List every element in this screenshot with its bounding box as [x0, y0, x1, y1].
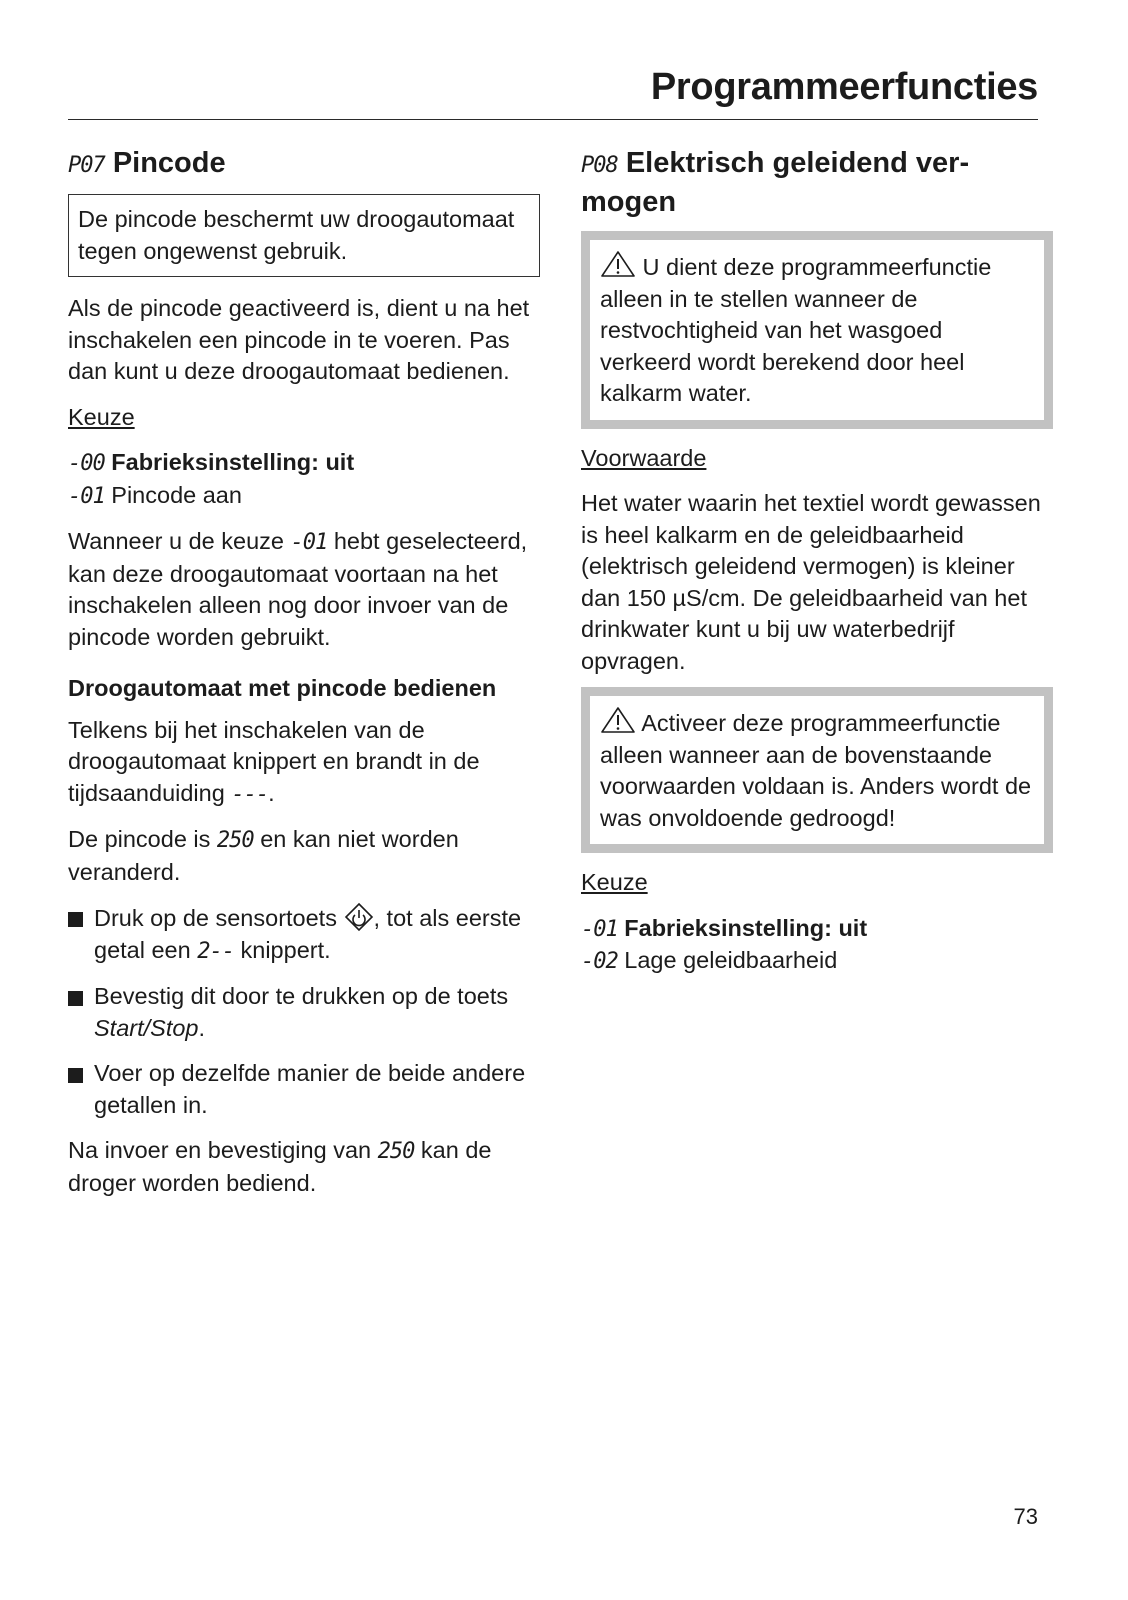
- condition-paragraph: Het water waarin het textiel wordt gewassen is heel kalkarm en de geleidbaarheid (elektrisch geleidend vermogen) is kleiner dan 150 µS/cm. De geleidbaarheid van het drinkwater kunt u bij uw waterbedrijf opvragen.: [581, 490, 1041, 674]
- inline-code: 250: [377, 1139, 415, 1164]
- warning-text: [600, 250, 1032, 410]
- blink-paragraph: [68, 715, 540, 811]
- page-number: 73: [1013, 1504, 1038, 1529]
- section-heading-pincode: [68, 145, 540, 184]
- text-part: knippert.: [240, 936, 331, 963]
- choice-label: Keuze: [581, 869, 648, 895]
- text-part: hebt geselecteerd, kan deze droogautomaat voortaan na het inschakelen alleen nog door invoer van de pincode worden gebruikt.: [68, 528, 528, 650]
- sensor-key-icon: [344, 902, 374, 932]
- warning-text: [600, 706, 1032, 834]
- section-heading-conductivity: [581, 145, 1053, 221]
- text-part: , tot als eerste getal een: [94, 905, 522, 963]
- section-pincode: [68, 145, 540, 1199]
- page-title: Programmeerfuncties: [650, 66, 1038, 108]
- subheading: Droogautomaat met pincode bedienen: [68, 675, 497, 701]
- warning-triangle-icon: [600, 250, 636, 278]
- condition-label: Voorwaarde: [581, 444, 707, 471]
- text-part: Na invoer en bevestiging van: [68, 1137, 372, 1163]
- text-part: De pincode is: [68, 826, 211, 852]
- option-text: Pincode aan: [111, 481, 242, 508]
- closing-paragraph: [68, 1135, 540, 1199]
- title-divider: [68, 119, 1038, 120]
- bullet-item: [68, 902, 540, 967]
- text-part: .: [198, 1014, 206, 1041]
- option-factory-setting: [68, 447, 540, 480]
- option-code: -01: [581, 916, 618, 942]
- bullet-square-icon: [68, 991, 83, 1006]
- key-name: Start/Stop: [94, 1014, 199, 1041]
- option-code: -01: [68, 483, 105, 509]
- inline-code: -01: [290, 530, 328, 555]
- inline-code: ---: [231, 781, 269, 807]
- option-code: -00: [68, 451, 105, 476]
- heading-text: Elektrisch geleidend vermogen: [581, 147, 970, 218]
- text-part: U dient deze programmeerfunctie alleen in te stellen wanneer de restvochtigheid van het wasgoed verkeerd wordt berekend door heel kalkarm water.: [600, 254, 992, 406]
- text-part: Druk op de sensortoets: [94, 905, 337, 931]
- inline-code: 250: [216, 828, 254, 853]
- bullet-square-icon: [68, 912, 83, 927]
- text-part: Voer op dezelfde manier de beide andere getallen in.: [94, 1060, 526, 1118]
- option-text: Fabrieksinstelling: uit: [111, 449, 355, 475]
- choice-label: Keuze: [68, 403, 135, 430]
- pincode-paragraph: [68, 824, 540, 888]
- option-factory-setting: [581, 913, 1053, 946]
- inline-code: 2--: [197, 938, 234, 964]
- intro-paragraph: Als de pincode geactiveerd is, dient u na het inschakelen een pincode in te voeren. Pas dan kunt u deze droogautomaat bedienen.: [68, 295, 530, 384]
- bullet-square-icon: [68, 1068, 83, 1083]
- warning-box: [581, 231, 1053, 429]
- option-text: Lage geleidbaarheid: [624, 947, 838, 973]
- program-code: P07: [68, 153, 105, 178]
- text-part: .: [268, 779, 275, 806]
- option-text: Fabrieksinstelling: uit: [624, 914, 868, 941]
- text-part: Telkens bij het inschakelen van de droogautomaat knippert en brandt in de tijdsaanduiding: [68, 716, 480, 806]
- info-box: [68, 194, 540, 277]
- selection-paragraph: [68, 526, 540, 653]
- section-conductivity: [581, 145, 1053, 978]
- option-low-conductivity: [581, 945, 1053, 978]
- heading-text: Pincode: [112, 147, 226, 179]
- bullet-item: [68, 1058, 540, 1121]
- bullet-item: [68, 981, 540, 1044]
- text-part: kan de droger worden bediend.: [68, 1137, 492, 1196]
- text-part: Bevestig dit door te drukken op de toets: [94, 983, 509, 1009]
- warning-box: [581, 687, 1053, 853]
- option-code: -02: [581, 949, 618, 974]
- option-pincode-on: [68, 480, 540, 513]
- warning-triangle-icon: [600, 706, 636, 734]
- program-code: P08: [581, 153, 618, 178]
- text-part: en kan niet worden veranderd.: [68, 826, 459, 885]
- text-part: Wanneer u de keuze: [68, 528, 284, 554]
- text-part: Activeer deze programmeerfunctie alleen wanneer aan de bovenstaande voorwaarden voldaan is. Anders wordt de was onvoldoende gedroogd!: [600, 710, 1032, 831]
- info-box-text: De pincode beschermt uw droogautomaat tegen ongewenst gebruik.: [78, 206, 515, 264]
